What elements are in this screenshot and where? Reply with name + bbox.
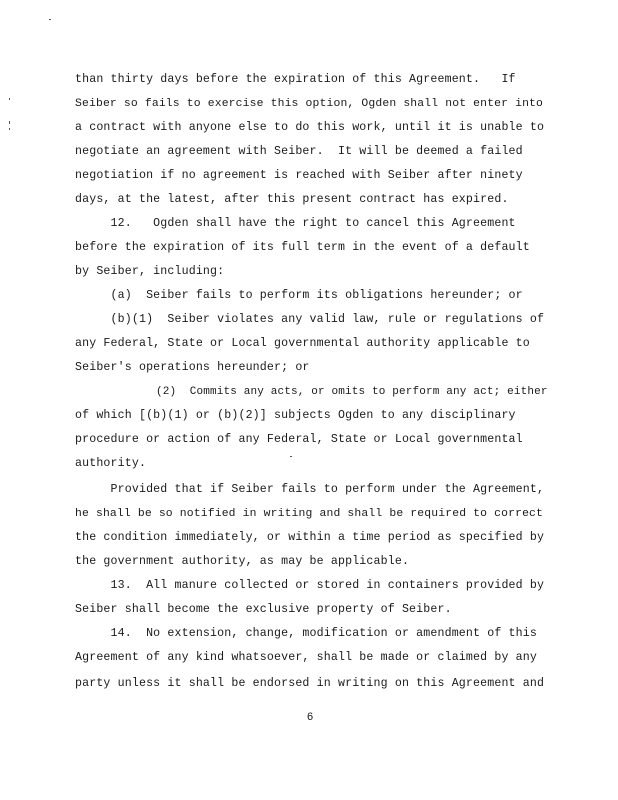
section-13-line: 13. All manure collected or stored in containers provided by (75, 579, 545, 592)
clause-a-line: (a) Seiber fails to perform its obligations hereunder; or (75, 289, 523, 302)
scan-speck (9, 98, 10, 100)
scan-speck (9, 121, 10, 124)
text-line: the government authority, as may be applicable. (75, 555, 410, 568)
text-line: before the expiration of its full term in the event of a default (75, 241, 530, 254)
proviso-line: Provided that if Seiber fails to perform under the Agreement, (75, 483, 545, 496)
text-line: negotiate an agreement with Seiber. It will be deemed a failed (75, 145, 523, 158)
clause-b2-line: (2) Commits any acts, or omits to perform any act; either (75, 386, 548, 398)
scan-speck (49, 19, 51, 20)
clause-b1-line: (b)(1) Seiber violates any valid law, rule or regulations of (75, 313, 545, 326)
section-12-line: 12. Ogden shall have the right to cancel this Agreement (75, 217, 516, 230)
scan-speck (9, 128, 10, 130)
page-number: 6 (306, 712, 314, 724)
text-line: by Seiber, including: (75, 265, 225, 278)
text-line: Seiber so fails to exercise this option, Ogden shall not enter into (75, 98, 544, 110)
text-line: negotiation if no agreement is reached with Seiber after ninety (75, 169, 523, 182)
section-14-line: 14. No extension, change, modification or amendment of this (75, 627, 537, 640)
text-line: he shall be so notified in writing and shall be required to correct (75, 508, 544, 520)
text-line: Seiber's operations hereunder; or (75, 361, 310, 374)
text-line: any Federal, State or Local governmental authority applicable to (75, 337, 530, 350)
text-line: days, at the latest, after this present contract has expired. (75, 193, 509, 206)
text-line: of which [(b)(1) or (b)(2)] subjects Ogden to any disciplinary (75, 409, 516, 422)
text-line: Agreement of any kind whatsoever, shall be made or claimed by any (75, 651, 537, 664)
text-line: party unless it shall be endorsed in writing on this Agreement and (75, 677, 545, 690)
text-line: a contract with anyone else to do this work, until it is unable to (75, 121, 545, 134)
text-line: procedure or action of any Federal, State or Local governmental (75, 433, 523, 446)
text-line: the condition immediately, or within a time period as specified by (75, 531, 545, 544)
text-line: than thirty days before the expiration of this Agreement. If (75, 73, 516, 86)
text-line: authority. (75, 457, 147, 470)
text-line: Seiber shall become the exclusive property of Seiber. (75, 603, 452, 616)
